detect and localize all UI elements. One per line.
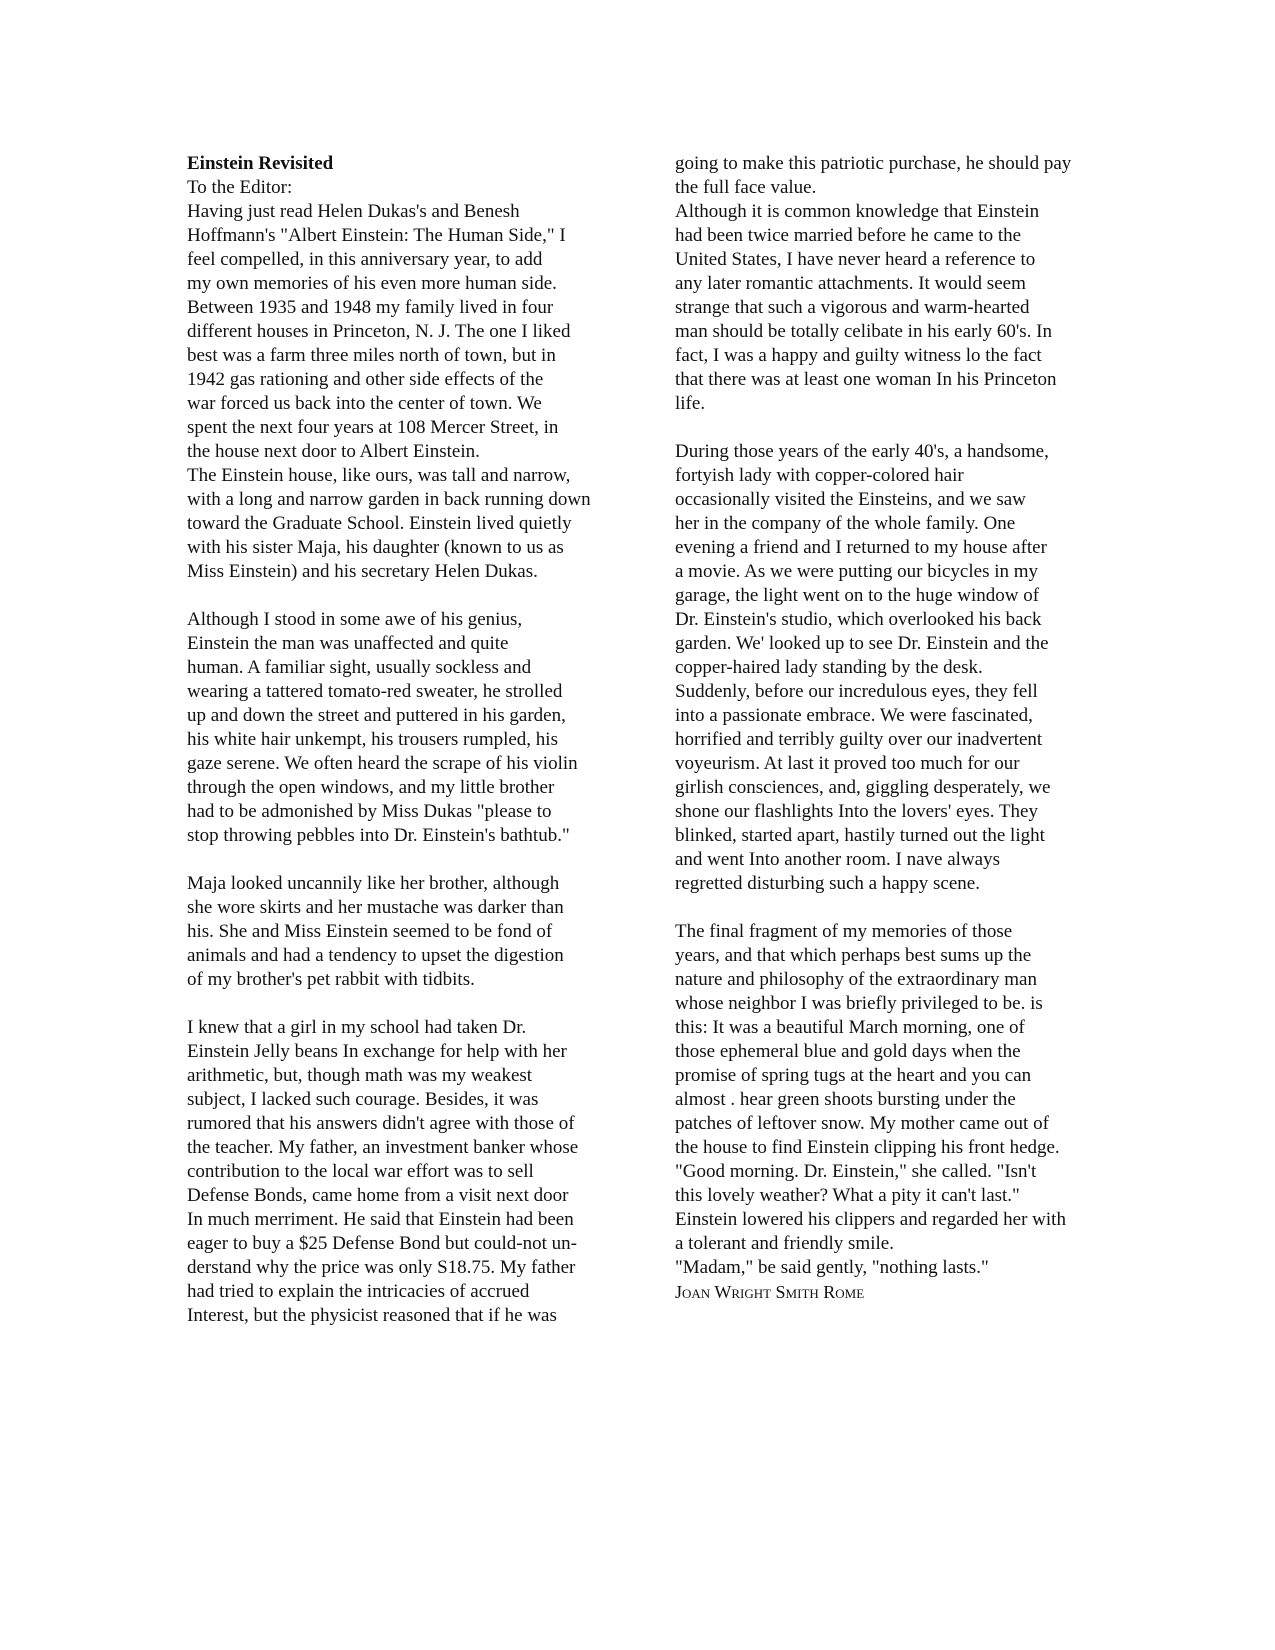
text-line: this lovely weather? What a pity it can't last." [675, 1185, 1020, 1206]
text-line: of my brother's pet rabbit with tidbits. [187, 969, 475, 990]
text-line: human. A familiar sight, usually sockless and [187, 657, 532, 678]
text-line: promise of spring tugs at the heart and you can [675, 1065, 1032, 1086]
text-line: this: It was a beautiful March morning, one of [675, 1017, 1025, 1038]
text-line: fact, I was a happy and guilty witness lo the fact [675, 345, 1042, 366]
text-line: strange that such a vigorous and warm-hearted [675, 297, 1030, 318]
text-line: wearing a tattered tomato-red sweater, he strolled [187, 681, 563, 702]
text-line: "Good morning. Dr. Einstein," she called. "Isn't [675, 1161, 1037, 1182]
paragraph-break [675, 416, 1095, 440]
text-line: Miss Einstein) and his secretary Helen Dukas. [187, 561, 538, 582]
paragraph-break [187, 992, 607, 1016]
text-line: gaze serene. We often heard the scrape of his violin [187, 753, 578, 774]
text-line: garage, the light went on to the huge window of [675, 585, 1040, 606]
text-line: garden. We' looked up to see Dr. Einstein and the [675, 633, 1049, 654]
author-signature: Joan Wright Smith Rome [675, 1282, 865, 1302]
text-line: the teacher. My father, an investment banker whose [187, 1137, 579, 1158]
text-line: In much merriment. He said that Einstein had been [187, 1209, 574, 1230]
text-line: had to be admonished by Miss Dukas "please to [187, 801, 552, 822]
text-line: man should be totally celibate in his early 60's. In [675, 321, 1053, 342]
text-line: with his sister Maja, his daughter (known to us as [187, 537, 564, 558]
text-line: The Einstein house, like ours, was tall and narrow, [187, 465, 571, 486]
text-line: "Madam," be said gently, "nothing lasts." [675, 1257, 989, 1278]
text-line: copper-haired lady standing by the desk. [675, 657, 983, 678]
text-line: fortyish lady with copper-colored hair [675, 465, 964, 486]
text-line: her in the company of the whole family. One [675, 513, 1016, 534]
text-line: Hoffmann's "Albert Einstein: The Human Side," I [187, 225, 566, 246]
text-line: almost . hear green shoots bursting under the [675, 1089, 1016, 1110]
text-line: Having just read Helen Dukas's and Benesh [187, 201, 520, 222]
text-line: she wore skirts and her mustache was darker than [187, 897, 564, 918]
text-line: horrified and terribly guilty over our inadvertent [675, 729, 1043, 750]
text-line: patches of leftover snow. My mother came out of [675, 1113, 1049, 1134]
text-line: Maja looked uncannily like her brother, although [187, 873, 560, 894]
text-line: 1942 gas rationing and other side effects of the [187, 369, 544, 390]
text-line: a tolerant and friendly smile. [675, 1233, 894, 1254]
text-line: Einstein the man was unaffected and quite [187, 633, 509, 654]
left-text-column [187, 152, 607, 1328]
paragraph-break [675, 896, 1095, 920]
text-line: occasionally visited the Einsteins, and we saw [675, 489, 1026, 510]
text-line: toward the Graduate School. Einstein lived quietly [187, 513, 572, 534]
text-line: nature and philosophy of the extraordinary man [675, 969, 1037, 990]
right-text-column [675, 152, 1095, 1304]
text-line: stop throwing pebbles into Dr. Einstein's bathtub." [187, 825, 570, 846]
text-line: United States, I have never heard a reference to [675, 249, 1036, 270]
text-line: war forced us back into the center of town. We [187, 393, 542, 414]
text-line: The final fragment of my memories of those [675, 921, 1013, 942]
text-line: subject, I lacked such courage. Besides, it was [187, 1089, 539, 1110]
text-line: regretted disturbing such a happy scene. [675, 873, 980, 894]
text-line: his white hair unkempt, his trousers rumpled, his [187, 729, 558, 750]
text-line: derstand why the price was only S18.75. My father [187, 1257, 576, 1278]
text-line: the house to find Einstein clipping his front hedge. [675, 1137, 1060, 1158]
text-line: contribution to the local war effort was to sell [187, 1161, 534, 1182]
text-line: into a passionate embrace. We were fascinated, [675, 705, 1033, 726]
text-line: that there was at least one woman In his Princeton [675, 369, 1057, 390]
text-line: any later romantic attachments. It would seem [675, 273, 1026, 294]
paragraph-break [187, 584, 607, 608]
text-line: the house next door to Albert Einstein. [187, 441, 480, 462]
text-line: Although I stood in some awe of his genius, [187, 609, 523, 630]
text-line: through the open windows, and my little brother [187, 777, 555, 798]
text-line: his. She and Miss Einstein seemed to be fond of [187, 921, 553, 942]
text-line: the full face value. [675, 177, 817, 198]
text-line: rumored that his answers didn't agree with those of [187, 1113, 575, 1134]
text-line: years, and that which perhaps best sums up the [675, 945, 1032, 966]
text-line: those ephemeral blue and gold days when the [675, 1041, 1021, 1062]
text-line: up and down the street and puttered in his garden, [187, 705, 566, 726]
text-line: had been twice married before he came to the [675, 225, 1022, 246]
text-line: whose neighbor I was briefly privileged to be. is [675, 993, 1043, 1014]
text-line: animals and had a tendency to upset the digestion [187, 945, 564, 966]
text-line: Although it is common knowledge that Einstein [675, 201, 1040, 222]
text-line: shone our flashlights Into the lovers' eyes. They [675, 801, 1038, 822]
text-line: To the Editor: [187, 177, 293, 198]
text-line: eager to buy a $25 Defense Bond but could-not un- [187, 1233, 577, 1254]
text-line: Einstein lowered his clippers and regarded her with [675, 1209, 1066, 1230]
article-title: Einstein Revisited [187, 153, 334, 174]
text-line: best was a farm three miles north of town, but in [187, 345, 556, 366]
text-line: had tried to explain the intricacies of accrued [187, 1281, 530, 1302]
text-line: voyeurism. At last it proved too much for our [675, 753, 1020, 774]
text-line: feel compelled, in this anniversary year, to add [187, 249, 543, 270]
text-line: my own memories of his even more human side. [187, 273, 557, 294]
text-line: going to make this patriotic purchase, he should pay [675, 153, 1072, 174]
text-line: different houses in Princeton, N. J. The one I liked [187, 321, 571, 342]
text-line: Einstein Jelly beans In exchange for help with her [187, 1041, 567, 1062]
text-line: I knew that a girl in my school had taken Dr. [187, 1017, 527, 1038]
text-line: with a long and narrow garden in back running down [187, 489, 591, 510]
text-line: Dr. Einstein's studio, which overlooked his back [675, 609, 1042, 630]
text-line: and went Into another room. I nave always [675, 849, 1001, 870]
paragraph-break [187, 848, 607, 872]
text-line: evening a friend and I returned to my house after [675, 537, 1047, 558]
text-line: spent the next four years at 108 Mercer Street, in [187, 417, 559, 438]
text-line: a movie. As we were putting our bicycles in my [675, 561, 1039, 582]
text-line: blinked, started apart, hastily turned out the light [675, 825, 1045, 846]
text-line: life. [675, 393, 706, 414]
text-line: Suddenly, before our incredulous eyes, they fell [675, 681, 1038, 702]
text-line: Between 1935 and 1948 my family lived in four [187, 297, 554, 318]
text-line: During those years of the early 40's, a handsome, [675, 441, 1049, 462]
text-line: arithmetic, but, though math was my weakest [187, 1065, 533, 1086]
text-line: girlish consciences, and, giggling desperately, we [675, 777, 1051, 798]
text-line: Interest, but the physicist reasoned that if he was [187, 1305, 557, 1326]
text-line: Defense Bonds, came home from a visit next door [187, 1185, 569, 1206]
